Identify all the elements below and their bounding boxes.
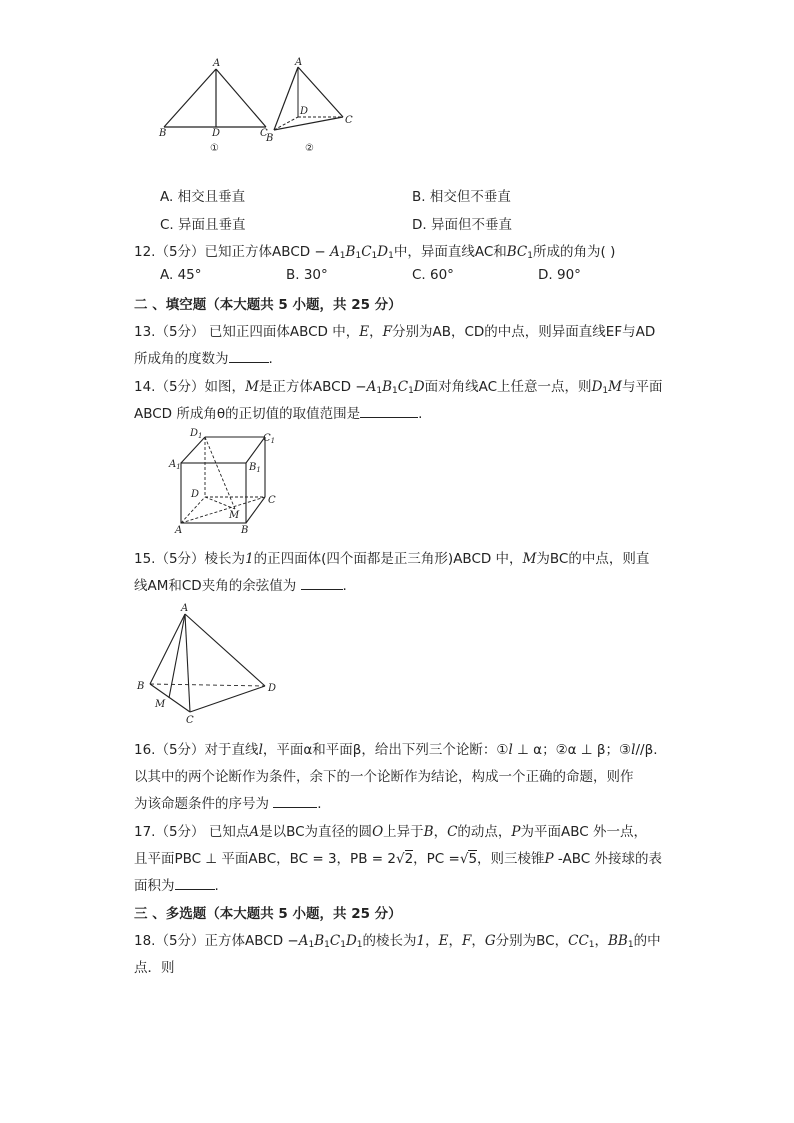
question-17-line-2: 且平面PBC ⊥ 平面ABC，BC = 3，PB = 2√2，PC =√5，则三棱锥P -ABC 外接球的表 bbox=[134, 851, 662, 867]
question-14-line-2: ABCD 所成角θ的正切值的取值范围是 . bbox=[134, 406, 423, 422]
label-M: M bbox=[155, 699, 166, 710]
label-B: B bbox=[159, 128, 167, 139]
question-12: 12.（5分）已知正方体ABCD − $A_1B_1C_1D_1$中，异面直线AC和$BC_1$所成的角为( ) bbox=[134, 244, 616, 261]
label-A: A bbox=[295, 57, 303, 68]
label-M: M bbox=[229, 510, 240, 521]
q12-option-c: C. 60° bbox=[412, 267, 454, 283]
label-C: C bbox=[268, 495, 276, 506]
label-C1: $C_1$ bbox=[263, 433, 276, 445]
question-17-line-3: 面积为 . bbox=[134, 878, 219, 894]
triangle-1 bbox=[158, 58, 268, 154]
label-A1: $A_1$ bbox=[169, 459, 181, 471]
label-B: B bbox=[137, 681, 145, 692]
label-B: B bbox=[241, 525, 249, 536]
figure-number-1: ① bbox=[210, 143, 219, 154]
question-18-line-2: 点．则 bbox=[134, 960, 175, 976]
label-C: C bbox=[186, 715, 194, 726]
label-B: B bbox=[266, 133, 274, 144]
question-18-line-1: 18.（5分）正方体ABCD $-A_1B_1C_1D_1$的棱长为1，E，F，G分别为BC，$CC_1$，$BB_1$的中 bbox=[134, 933, 661, 950]
question-14-line-1: 14.（5分）如图，M是正方体ABCD $-A_1B_1C_1D$面对角线AC上任意一点，则$D_1M$与平面 bbox=[134, 379, 663, 396]
figure-triangles bbox=[150, 55, 370, 160]
label-D: D bbox=[191, 489, 200, 500]
question-13-line-2: 所成角的度数为 . bbox=[134, 351, 273, 367]
question-15-line-1: 15.（5分）棱长为1的正四面体(四个面都是正三角形)ABCD 中，M为BC的中点，则直 bbox=[134, 551, 650, 567]
question-13-line-1: 13.（5分） 已知正四面体ABCD 中，E，F分别为AB，CD的中点，则异面直线EF与AD bbox=[134, 324, 656, 340]
q11-option-b: B. 相交但不垂直 bbox=[412, 189, 511, 205]
label-A: A bbox=[213, 58, 221, 69]
label-C: C bbox=[260, 128, 268, 139]
section-3-heading: 三 、多选题（本大题共 5 小题，共 25 分） bbox=[134, 906, 402, 922]
figure-number-2: ② bbox=[305, 143, 314, 154]
triangle-2 bbox=[265, 57, 353, 154]
label-D: D bbox=[212, 128, 221, 139]
question-16-line-3: 为该命题条件的序号为 . bbox=[134, 796, 322, 812]
label-A: A bbox=[175, 525, 183, 536]
q12-option-d: D. 90° bbox=[538, 267, 581, 283]
question-17-line-1: 17.（5分） 已知点A是以BC为直径的圆O上异于B，C的动点，P为平面ABC 外一点， bbox=[134, 824, 647, 840]
figure-tetrahedron bbox=[133, 600, 288, 730]
label-A: A bbox=[181, 603, 189, 614]
label-D: D bbox=[268, 683, 277, 694]
label-D1: $D_1$ bbox=[190, 428, 203, 440]
question-16-line-1: 16.（5分）对于直线l，平面α和平面β，给出下列三个论断：①l ⊥ α；②α ⊥ β；③l//β. bbox=[134, 742, 658, 758]
q11-option-a: A. 相交且垂直 bbox=[160, 189, 246, 205]
q11-option-c: C. 异面且垂直 bbox=[160, 217, 246, 233]
section-2-heading: 二 、填空题（本大题共 5 小题，共 25 分） bbox=[134, 297, 402, 313]
question-15-line-2: 线AM和CD夹角的余弦值为 . bbox=[134, 578, 347, 594]
label-C: C bbox=[345, 115, 353, 126]
label-D: D bbox=[300, 106, 309, 117]
figure-cube bbox=[165, 425, 285, 537]
q12-option-b: B. 30° bbox=[286, 267, 328, 283]
q11-option-d: D. 异面但不垂直 bbox=[412, 217, 512, 233]
label-B1: $B_1$ bbox=[249, 462, 261, 474]
q12-option-a: A. 45° bbox=[160, 267, 202, 283]
question-16-line-2: 以其中的两个论断作为条件，余下的一个论断作为结论，构成一个正确的命题，则作 bbox=[134, 769, 634, 785]
